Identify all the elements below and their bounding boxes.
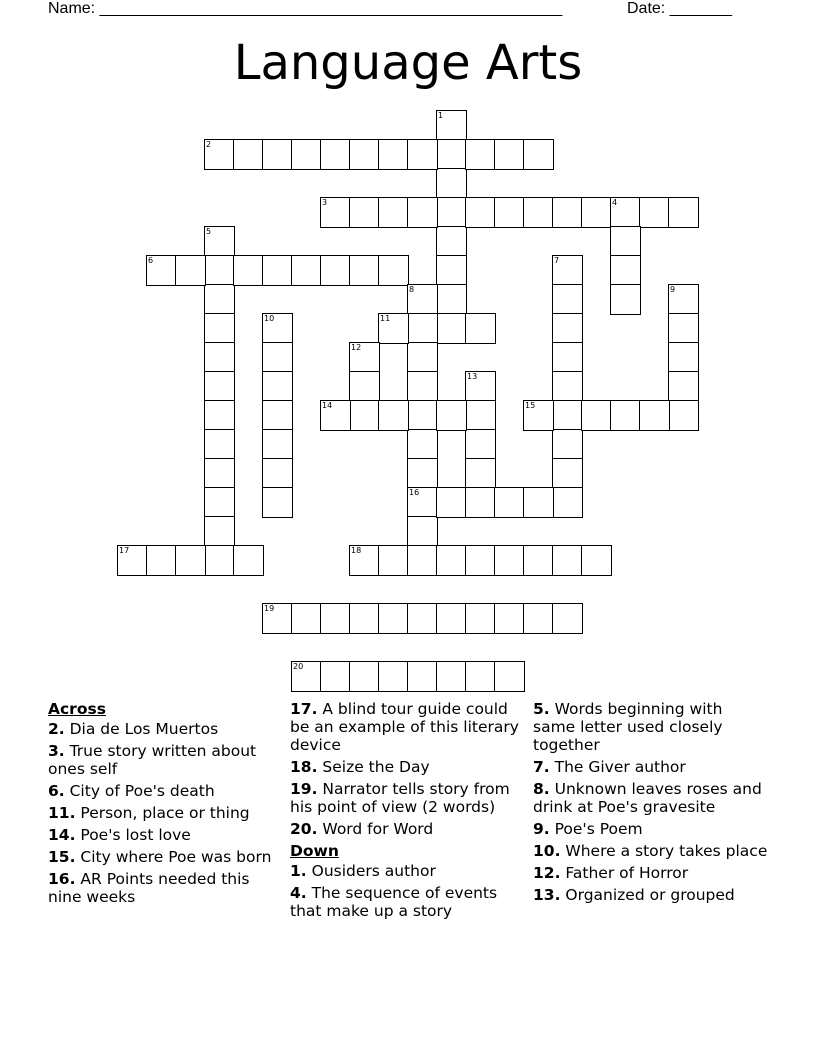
grid-cell[interactable] bbox=[552, 545, 583, 576]
grid-cell[interactable] bbox=[523, 603, 554, 634]
clue-item bbox=[48, 782, 283, 800]
grid-cell[interactable] bbox=[465, 661, 496, 692]
grid-cell[interactable] bbox=[523, 545, 554, 576]
grid-cell[interactable] bbox=[204, 139, 235, 170]
grid-cell[interactable] bbox=[204, 342, 235, 373]
cell-number: 9 bbox=[670, 285, 676, 294]
grid-cell[interactable] bbox=[407, 400, 438, 431]
grid-cell[interactable] bbox=[465, 458, 496, 489]
grid-cell[interactable] bbox=[262, 458, 293, 489]
cell-number: 4 bbox=[612, 198, 618, 207]
grid-cell[interactable] bbox=[581, 197, 612, 228]
clue-item bbox=[48, 870, 283, 906]
clue-number: 7. bbox=[533, 758, 550, 776]
grid-cell[interactable] bbox=[523, 487, 554, 518]
grid-cell[interactable] bbox=[320, 197, 351, 228]
across-heading: Across bbox=[48, 700, 106, 718]
grid-cell[interactable] bbox=[552, 400, 583, 431]
grid-cell[interactable] bbox=[436, 110, 467, 141]
grid-cell[interactable] bbox=[465, 197, 496, 228]
cell-number: 3 bbox=[322, 198, 328, 207]
clue-number: 16. bbox=[48, 870, 76, 888]
grid-cell[interactable] bbox=[233, 255, 264, 286]
grid-cell[interactable] bbox=[668, 400, 699, 431]
grid-cell[interactable] bbox=[610, 284, 641, 315]
cell-number: 18 bbox=[351, 546, 362, 555]
clue-column-2 bbox=[290, 700, 525, 924]
clue-text: A blind tour guide could be an example of this literary device bbox=[290, 700, 519, 754]
grid-cell[interactable] bbox=[436, 197, 467, 228]
grid-cell[interactable] bbox=[465, 545, 496, 576]
clue-text: City of Poe's death bbox=[64, 782, 215, 800]
grid-cell[interactable] bbox=[465, 429, 496, 460]
grid-cell[interactable] bbox=[436, 139, 467, 170]
grid-cell[interactable] bbox=[407, 429, 438, 460]
grid-cell[interactable] bbox=[262, 255, 293, 286]
clue-number: 3. bbox=[48, 742, 65, 760]
cell-number: 7 bbox=[554, 256, 560, 265]
grid-cell[interactable] bbox=[146, 545, 177, 576]
grid-cell[interactable] bbox=[349, 139, 380, 170]
clue-number: 12. bbox=[533, 864, 561, 882]
cell-number: 1 bbox=[438, 111, 444, 120]
grid-cell[interactable] bbox=[436, 487, 467, 518]
grid-cell[interactable] bbox=[552, 284, 583, 315]
grid-cell[interactable] bbox=[320, 255, 351, 286]
grid-cell[interactable] bbox=[436, 603, 467, 634]
grid-cell[interactable] bbox=[233, 545, 264, 576]
grid-cell[interactable] bbox=[378, 255, 409, 286]
grid-cell[interactable] bbox=[552, 371, 583, 402]
grid-cell[interactable] bbox=[407, 342, 438, 373]
clue-item bbox=[533, 842, 768, 860]
clue-item bbox=[290, 758, 525, 776]
clue-text: Poe's Poem bbox=[549, 820, 643, 838]
clue-text: Seize the Day bbox=[317, 758, 430, 776]
grid-cell[interactable] bbox=[407, 545, 438, 576]
grid-cell[interactable] bbox=[523, 139, 554, 170]
clue-item bbox=[290, 780, 525, 816]
grid-cell[interactable] bbox=[320, 400, 351, 431]
cell-number: 20 bbox=[293, 662, 304, 671]
grid-cell[interactable] bbox=[349, 661, 380, 692]
grid-cell[interactable] bbox=[610, 400, 641, 431]
clue-number: 17. bbox=[290, 700, 318, 718]
grid-cell[interactable] bbox=[465, 139, 496, 170]
cell-number: 13 bbox=[467, 372, 478, 381]
cell-number: 19 bbox=[264, 604, 275, 613]
clue-text: Dia de Los Muertos bbox=[64, 720, 219, 738]
grid-cell[interactable] bbox=[349, 342, 380, 373]
down-heading: Down bbox=[290, 842, 339, 860]
grid-cell[interactable] bbox=[436, 255, 467, 286]
clue-text: The sequence of events that make up a story bbox=[290, 884, 498, 920]
grid-cell[interactable] bbox=[262, 603, 293, 634]
clue-item bbox=[533, 700, 768, 754]
grid-cell[interactable] bbox=[552, 255, 583, 286]
grid-cell[interactable] bbox=[204, 487, 235, 518]
grid-cell[interactable] bbox=[378, 197, 409, 228]
grid-cell[interactable] bbox=[349, 197, 380, 228]
grid-cell[interactable] bbox=[610, 197, 641, 228]
grid-cell[interactable] bbox=[291, 661, 322, 692]
grid-cell[interactable] bbox=[262, 429, 293, 460]
grid-cell[interactable] bbox=[523, 197, 554, 228]
grid-cell[interactable] bbox=[465, 371, 496, 402]
grid-cell[interactable] bbox=[146, 255, 177, 286]
grid-cell[interactable] bbox=[668, 342, 699, 373]
clue-text: Word for Word bbox=[317, 820, 434, 838]
clue-text: Organized or grouped bbox=[560, 886, 735, 904]
grid-cell[interactable] bbox=[378, 313, 409, 344]
grid-cell[interactable] bbox=[407, 661, 438, 692]
clue-item bbox=[48, 742, 283, 778]
grid-cell[interactable] bbox=[407, 371, 438, 402]
clue-text: Person, place or thing bbox=[75, 804, 250, 822]
clue-text: True story written about ones self bbox=[48, 742, 257, 778]
grid-cell[interactable] bbox=[668, 197, 699, 228]
grid-cell[interactable] bbox=[407, 603, 438, 634]
cell-number: 11 bbox=[380, 314, 391, 323]
grid-cell[interactable] bbox=[494, 139, 525, 170]
clue-number: 15. bbox=[48, 848, 76, 866]
grid-cell[interactable] bbox=[262, 400, 293, 431]
grid-cell[interactable] bbox=[494, 545, 525, 576]
clue-item bbox=[48, 848, 283, 866]
grid-cell[interactable] bbox=[552, 429, 583, 460]
grid-cell[interactable] bbox=[552, 197, 583, 228]
grid-cell[interactable] bbox=[262, 313, 293, 344]
grid-cell[interactable] bbox=[378, 603, 409, 634]
cell-number: 6 bbox=[148, 256, 154, 265]
grid-cell[interactable] bbox=[552, 487, 583, 518]
grid-cell[interactable] bbox=[349, 545, 380, 576]
cell-number: 14 bbox=[322, 401, 333, 410]
grid-cell[interactable] bbox=[610, 255, 641, 286]
clue-column-1 bbox=[48, 700, 283, 910]
grid-cell[interactable] bbox=[349, 400, 380, 431]
grid-cell[interactable] bbox=[436, 400, 467, 431]
grid-cell[interactable] bbox=[407, 284, 438, 315]
clue-item bbox=[533, 886, 768, 904]
grid-cell[interactable] bbox=[262, 371, 293, 402]
clue-text: Where a story takes place bbox=[560, 842, 768, 860]
clue-number: 4. bbox=[290, 884, 307, 902]
grid-cell[interactable] bbox=[610, 226, 641, 257]
grid-cell[interactable] bbox=[204, 545, 235, 576]
clue-number: 18. bbox=[290, 758, 318, 776]
grid-cell[interactable] bbox=[436, 168, 467, 199]
grid-cell[interactable] bbox=[407, 313, 438, 344]
clue-number: 19. bbox=[290, 780, 318, 798]
grid-cell[interactable] bbox=[291, 603, 322, 634]
grid-cell[interactable] bbox=[668, 371, 699, 402]
cell-number: 12 bbox=[351, 343, 362, 352]
page-title: Language Arts bbox=[233, 35, 583, 91]
grid-cell[interactable] bbox=[494, 487, 525, 518]
clue-number: 10. bbox=[533, 842, 561, 860]
grid-cell[interactable] bbox=[552, 603, 583, 634]
grid-cell[interactable] bbox=[465, 400, 496, 431]
clue-item bbox=[533, 780, 768, 816]
grid-cell[interactable] bbox=[320, 661, 351, 692]
clue-item bbox=[533, 758, 768, 776]
grid-cell[interactable] bbox=[668, 284, 699, 315]
cell-number: 16 bbox=[409, 488, 420, 497]
grid-cell[interactable] bbox=[320, 603, 351, 634]
grid-cell[interactable] bbox=[494, 661, 525, 692]
grid-cell[interactable] bbox=[204, 255, 235, 286]
grid-cell[interactable] bbox=[581, 545, 612, 576]
clue-text: City where Poe was born bbox=[75, 848, 272, 866]
date-field-label: Date: _______ bbox=[627, 0, 732, 17]
grid-cell[interactable] bbox=[117, 545, 148, 576]
cell-number: 10 bbox=[264, 314, 275, 323]
clue-text: Words beginning with same letter used closely together bbox=[533, 700, 723, 754]
grid-cell[interactable] bbox=[581, 400, 612, 431]
grid-cell[interactable] bbox=[204, 458, 235, 489]
clue-item bbox=[533, 820, 768, 838]
clue-item bbox=[290, 700, 525, 754]
clue-item bbox=[48, 804, 283, 822]
grid-cell[interactable] bbox=[552, 342, 583, 373]
grid-cell[interactable] bbox=[407, 487, 438, 518]
grid-cell[interactable] bbox=[465, 487, 496, 518]
grid-cell[interactable] bbox=[436, 226, 467, 257]
grid-cell[interactable] bbox=[552, 313, 583, 344]
clue-text: Ousiders author bbox=[306, 862, 436, 880]
clue-number: 8. bbox=[533, 780, 550, 798]
cell-number: 15 bbox=[525, 401, 536, 410]
grid-cell[interactable] bbox=[204, 400, 235, 431]
grid-cell[interactable] bbox=[436, 661, 467, 692]
grid-cell[interactable] bbox=[378, 661, 409, 692]
clue-item bbox=[48, 720, 283, 738]
clue-item bbox=[533, 864, 768, 882]
grid-cell[interactable] bbox=[494, 603, 525, 634]
grid-cell[interactable] bbox=[204, 284, 235, 315]
clue-number: 13. bbox=[533, 886, 561, 904]
grid-cell[interactable] bbox=[436, 545, 467, 576]
cell-number: 2 bbox=[206, 140, 212, 149]
clue-text: AR Points needed this nine weeks bbox=[48, 870, 250, 906]
grid-cell[interactable] bbox=[465, 603, 496, 634]
grid-cell[interactable] bbox=[378, 139, 409, 170]
clue-item bbox=[290, 862, 525, 880]
grid-cell[interactable] bbox=[378, 400, 409, 431]
clue-number: 2. bbox=[48, 720, 65, 738]
grid-cell[interactable] bbox=[639, 197, 670, 228]
grid-cell[interactable] bbox=[407, 197, 438, 228]
clue-text: Unknown leaves roses and drink at Poe's gravesite bbox=[533, 780, 762, 816]
clue-number: 20. bbox=[290, 820, 318, 838]
grid-cell[interactable] bbox=[175, 545, 206, 576]
grid-cell[interactable] bbox=[494, 197, 525, 228]
grid-cell[interactable] bbox=[349, 603, 380, 634]
grid-cell[interactable] bbox=[639, 400, 670, 431]
cell-number: 5 bbox=[206, 227, 212, 236]
grid-cell[interactable] bbox=[262, 487, 293, 518]
grid-cell[interactable] bbox=[262, 139, 293, 170]
grid-cell[interactable] bbox=[233, 139, 264, 170]
grid-cell[interactable] bbox=[407, 139, 438, 170]
grid-cell[interactable] bbox=[407, 458, 438, 489]
grid-cell[interactable] bbox=[378, 545, 409, 576]
grid-cell[interactable] bbox=[523, 400, 554, 431]
grid-cell[interactable] bbox=[204, 371, 235, 402]
grid-cell[interactable] bbox=[349, 371, 380, 402]
name-field-label: Name: ____________________________________________________ bbox=[48, 0, 563, 17]
clue-number: 5. bbox=[533, 700, 550, 718]
grid-cell[interactable] bbox=[204, 313, 235, 344]
grid-cell[interactable] bbox=[349, 255, 380, 286]
grid-cell[interactable] bbox=[320, 139, 351, 170]
clue-item bbox=[290, 820, 525, 838]
grid-cell[interactable] bbox=[668, 313, 699, 344]
grid-cell[interactable] bbox=[291, 139, 322, 170]
grid-cell[interactable] bbox=[436, 313, 467, 344]
clue-number: 1. bbox=[290, 862, 307, 880]
cell-number: 17 bbox=[119, 546, 130, 555]
grid-cell[interactable] bbox=[204, 226, 235, 257]
clue-text: The Giver author bbox=[549, 758, 686, 776]
clue-text: Narrator tells story from his point of view (2 words) bbox=[290, 780, 510, 816]
grid-cell[interactable] bbox=[204, 429, 235, 460]
clue-text: Poe's lost love bbox=[75, 826, 191, 844]
clue-number: 9. bbox=[533, 820, 550, 838]
grid-cell[interactable] bbox=[175, 255, 206, 286]
grid-cell[interactable] bbox=[291, 255, 322, 286]
clue-number: 6. bbox=[48, 782, 65, 800]
grid-cell[interactable] bbox=[465, 313, 496, 344]
cell-number: 8 bbox=[409, 285, 415, 294]
clue-item bbox=[290, 884, 525, 920]
clue-item bbox=[48, 826, 283, 844]
grid-cell[interactable] bbox=[204, 516, 235, 547]
clue-text: Father of Horror bbox=[560, 864, 689, 882]
clue-number: 14. bbox=[48, 826, 76, 844]
grid-cell[interactable] bbox=[407, 516, 438, 547]
grid-cell[interactable] bbox=[552, 458, 583, 489]
grid-cell[interactable] bbox=[436, 284, 467, 315]
clue-number: 11. bbox=[48, 804, 76, 822]
clue-column-3 bbox=[533, 700, 768, 908]
grid-cell[interactable] bbox=[262, 342, 293, 373]
